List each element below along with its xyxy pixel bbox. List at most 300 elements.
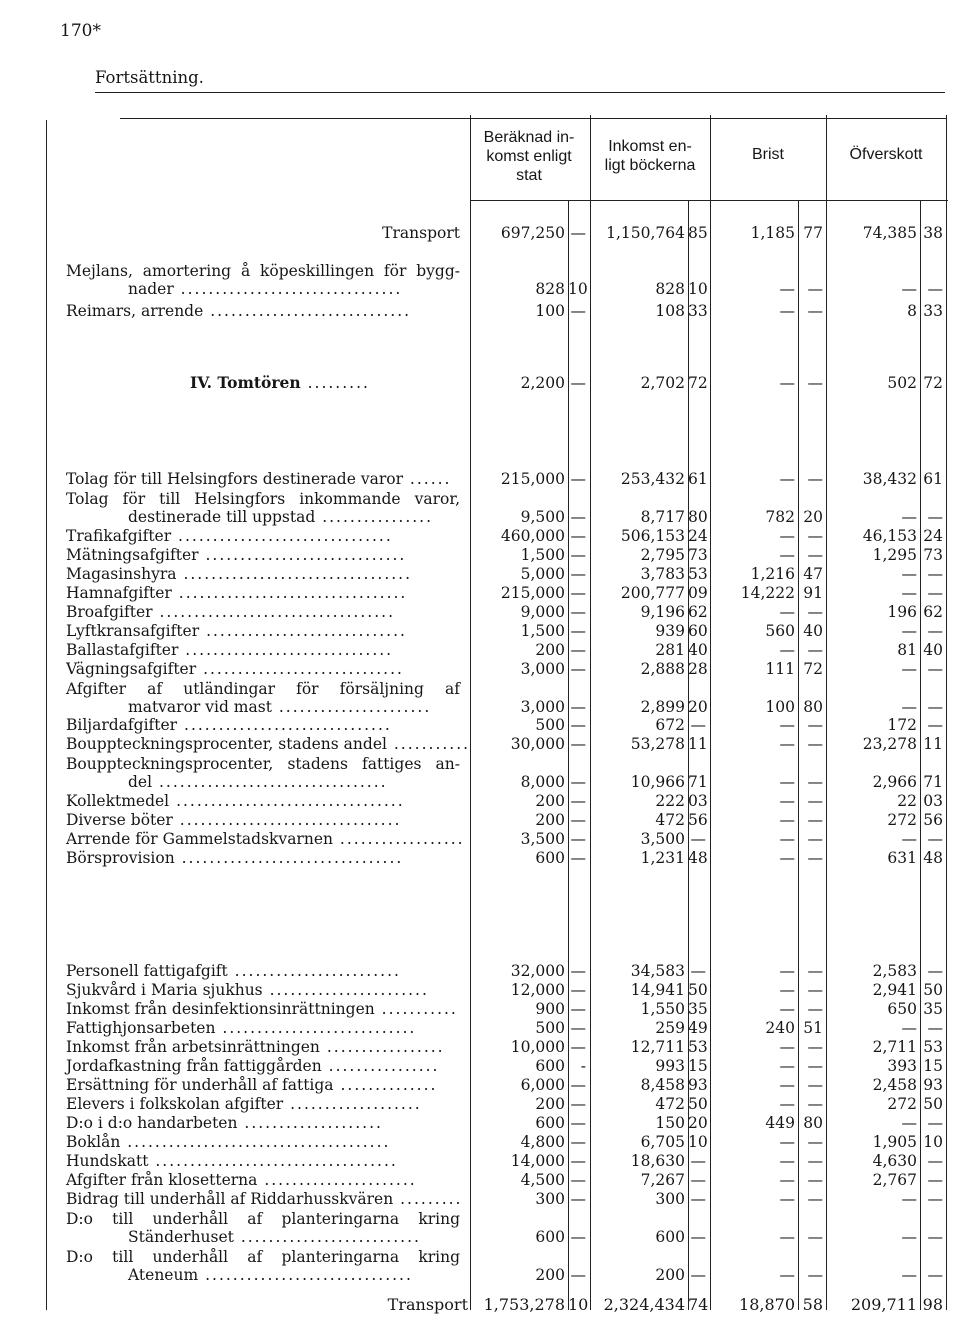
row-label-text: D:o i d:o handarbeten: [66, 1114, 238, 1132]
shortfall-ore: —: [807, 773, 823, 791]
row-label-text: Arrende för Gammelstadskvarnen: [66, 830, 333, 848]
surplus-ore: 03: [923, 792, 943, 810]
surplus-ore: —: [927, 508, 943, 526]
surplus-kronor: 38,432: [862, 470, 917, 488]
estimated-kronor: 200: [535, 641, 565, 659]
booked-kronor: 472: [655, 811, 685, 829]
booked-kronor: 2,795: [640, 546, 685, 564]
row-label-text: Tolag för till Helsingfors destinerade varor: [66, 470, 403, 488]
leader-dots: ......................: [271, 698, 432, 716]
surplus-kronor: —: [901, 660, 917, 678]
estimated-kronor: 697,250: [500, 224, 565, 242]
surplus-ore: 38: [923, 224, 943, 242]
row-label-text: del: [128, 773, 153, 791]
surplus-ore: 48: [923, 849, 943, 867]
estimated-kronor: 900: [535, 1000, 565, 1018]
booked-ore: 53: [688, 1038, 708, 1056]
booked-kronor: 1,150,764: [606, 224, 685, 242]
row-label-text: nader: [128, 280, 174, 298]
shortfall-kronor: —: [779, 527, 795, 545]
booked-ore: —: [690, 830, 706, 848]
surplus-kronor: —: [901, 508, 917, 526]
surplus-ore: —: [927, 1152, 943, 1170]
estimated-kronor: 200: [535, 1095, 565, 1113]
leader-dots: ......: [402, 470, 452, 488]
booked-ore: —: [690, 1171, 706, 1189]
surplus-kronor: 631: [887, 849, 917, 867]
booked-ore: 20: [688, 698, 708, 716]
row-label: [66, 716, 392, 734]
shortfall-ore: —: [807, 302, 823, 320]
booked-kronor: 10,966: [630, 773, 685, 791]
estimated-ore: —: [570, 224, 586, 242]
row-label-text: Bouppteckningsprocenter, stadens fattiges an-: [66, 755, 460, 773]
booked-kronor: 108: [655, 302, 685, 320]
booked-ore: 53: [688, 565, 708, 583]
estimated-ore: —: [570, 735, 586, 753]
surplus-ore: 62: [923, 603, 943, 621]
row-label-text: Diverse böter: [66, 811, 173, 829]
shortfall-ore: —: [807, 1171, 823, 1189]
estimated-kronor: 500: [535, 716, 565, 734]
shortfall-kronor: —: [779, 830, 795, 848]
row-label: [66, 302, 411, 320]
surplus-kronor: 196: [887, 603, 917, 621]
column-rule: [470, 115, 471, 1310]
row-label-text: Afgifter från klosetterna: [66, 1171, 258, 1189]
estimated-kronor: 600: [535, 849, 565, 867]
booked-kronor: 34,583: [630, 962, 685, 980]
header-shortfall: Brist: [752, 146, 784, 163]
estimated-kronor: 14,000: [510, 1152, 565, 1170]
shortfall-ore: —: [807, 1095, 823, 1113]
surplus-ore: 35: [923, 1000, 943, 1018]
estimated-ore: —: [570, 1152, 586, 1170]
booked-kronor: 8,458: [640, 1076, 685, 1094]
surplus-ore: —: [927, 584, 943, 602]
estimated-ore: —: [570, 641, 586, 659]
estimated-kronor: 2,200: [520, 374, 565, 392]
booked-ore: 40: [688, 641, 708, 659]
surplus-ore: 53: [923, 1038, 943, 1056]
booked-ore: 85: [688, 224, 708, 242]
shortfall-kronor: 1,216: [750, 565, 795, 583]
leader-dots: .................: [319, 1038, 445, 1056]
shortfall-kronor: 240: [765, 1019, 795, 1037]
estimated-ore: —: [570, 1190, 586, 1208]
leader-dots: .................................: [169, 792, 405, 810]
row-label: [66, 584, 407, 602]
booked-ore: 15: [688, 1057, 708, 1075]
surplus-ore: 50: [923, 981, 943, 999]
shortfall-ore: —: [807, 1266, 823, 1284]
estimated-ore: —: [570, 792, 586, 810]
booked-kronor: 2,702: [640, 374, 685, 392]
shortfall-kronor: —: [779, 374, 795, 392]
estimated-kronor: 200: [535, 792, 565, 810]
shortfall-ore: —: [807, 374, 823, 392]
booked-kronor: 506,153: [620, 527, 685, 545]
row-label: [66, 1133, 390, 1151]
row-label-text: Mejlans, amortering å köpeskillingen för bygg-: [66, 262, 460, 280]
row-label: [66, 622, 407, 640]
estimated-kronor: 3,000: [520, 660, 565, 678]
estimated-ore: —: [570, 565, 586, 583]
row-label: [66, 830, 465, 848]
footer-estimated-kronor: 1,753,278: [483, 1295, 565, 1314]
leader-dots: ...................................: [148, 1152, 398, 1170]
booked-ore: 73: [688, 546, 708, 564]
header-rule: [470, 200, 948, 201]
shortfall-kronor: 449: [765, 1114, 795, 1132]
column-rule: [826, 115, 827, 1310]
shortfall-kronor: —: [779, 470, 795, 488]
row-label-text: Inkomst från arbetsinrättningen: [66, 1038, 320, 1056]
estimated-ore: —: [570, 1228, 586, 1246]
row-label-text: Afgifter af utländingar för försäljning af: [66, 680, 460, 698]
booked-ore: 48: [688, 849, 708, 867]
shortfall-ore: —: [807, 1076, 823, 1094]
row-label: [66, 603, 395, 621]
leader-dots: ...........: [374, 1000, 458, 1018]
estimated-kronor: 10,000: [510, 1038, 565, 1056]
shortfall-ore: —: [807, 470, 823, 488]
estimated-ore: —: [570, 470, 586, 488]
surplus-kronor: —: [901, 622, 917, 640]
estimated-kronor: 6,000: [520, 1076, 565, 1094]
surplus-ore: —: [927, 1190, 943, 1208]
booked-ore: 71: [688, 773, 708, 791]
row-label: [66, 470, 451, 488]
booked-ore: —: [690, 1190, 706, 1208]
row-label: [66, 981, 429, 999]
estimated-ore: —: [570, 546, 586, 564]
estimated-ore: —: [570, 1076, 586, 1094]
estimated-kronor: 828: [535, 280, 565, 298]
estimated-kronor: 5,000: [520, 565, 565, 583]
booked-ore: 50: [688, 981, 708, 999]
leader-dots: ................................: [172, 811, 402, 829]
row-label: [66, 1076, 437, 1094]
booked-kronor: 14,941: [630, 981, 685, 999]
booked-ore: 28: [688, 660, 708, 678]
estimated-ore: -: [580, 1057, 586, 1075]
shortfall-ore: —: [807, 1190, 823, 1208]
estimated-kronor: 3,000: [520, 698, 565, 716]
estimated-ore: —: [570, 603, 586, 621]
leader-dots: ......................................: [120, 1133, 391, 1151]
column-rule: [710, 115, 711, 1310]
surplus-ore: —: [927, 716, 943, 734]
surplus-kronor: 8: [907, 302, 917, 320]
row-label-text: Inkomst från desinfektionsinrättningen: [66, 1000, 375, 1018]
booked-ore: 03: [688, 792, 708, 810]
row-label: [66, 1095, 422, 1113]
estimated-ore: —: [570, 716, 586, 734]
leader-dots: .................................: [152, 773, 388, 791]
shortfall-kronor: —: [779, 811, 795, 829]
surplus-ore: —: [927, 280, 943, 298]
surplus-kronor: —: [901, 1114, 917, 1132]
leader-dots: ................................: [174, 849, 404, 867]
booked-ore: —: [690, 1152, 706, 1170]
surplus-ore: 93: [923, 1076, 943, 1094]
shortfall-kronor: 111: [765, 660, 795, 678]
booked-kronor: 672: [655, 716, 685, 734]
shortfall-kronor: 560: [765, 622, 795, 640]
leader-dots: ..............: [333, 1076, 438, 1094]
estimated-ore: —: [570, 698, 586, 716]
booked-ore: 50: [688, 1095, 708, 1113]
surplus-kronor: 46,153: [862, 527, 917, 545]
surplus-ore: —: [927, 698, 943, 716]
booked-ore: —: [690, 1228, 706, 1246]
surplus-kronor: —: [901, 830, 917, 848]
estimated-kronor: 460,000: [500, 527, 565, 545]
booked-kronor: 53,278: [630, 735, 685, 753]
estimated-ore: —: [570, 508, 586, 526]
estimated-kronor: 9,500: [520, 508, 565, 526]
booked-ore: —: [690, 1266, 706, 1284]
row-label-text: Kollektmedel: [66, 792, 170, 810]
surplus-ore: 33: [923, 302, 943, 320]
shortfall-kronor: —: [779, 603, 795, 621]
estimated-ore: —: [570, 1114, 586, 1132]
shortfall-ore: —: [807, 849, 823, 867]
estimated-kronor: 600: [535, 1057, 565, 1075]
surplus-kronor: 502: [887, 374, 917, 392]
booked-kronor: 8,717: [640, 508, 685, 526]
shortfall-kronor: 14,222: [740, 584, 795, 602]
estimated-ore: —: [570, 1000, 586, 1018]
estimated-kronor: 3,500: [520, 830, 565, 848]
shortfall-kronor: —: [779, 716, 795, 734]
footer-booked-kronor: 2,324,434: [603, 1295, 685, 1314]
estimated-ore: —: [570, 1133, 586, 1151]
shortfall-ore: 20: [803, 508, 823, 526]
booked-ore: 93: [688, 1076, 708, 1094]
estimated-ore: —: [570, 811, 586, 829]
estimated-kronor: 215,000: [500, 584, 565, 602]
leader-dots: ................: [321, 1057, 440, 1075]
row-label: [66, 755, 460, 773]
shortfall-kronor: —: [779, 546, 795, 564]
top-rule: [95, 92, 945, 93]
booked-kronor: 222: [655, 792, 685, 810]
footer-shortfall-kronor: 18,870: [739, 1295, 795, 1314]
row-label-text: matvaror vid mast: [128, 698, 272, 716]
row-label: [66, 1171, 417, 1189]
estimated-ore: —: [570, 660, 586, 678]
estimated-kronor: 100: [535, 302, 565, 320]
shortfall-ore: —: [807, 527, 823, 545]
booked-ore: 80: [688, 508, 708, 526]
row-label: [66, 262, 460, 280]
shortfall-ore: —: [807, 792, 823, 810]
surplus-kronor: —: [901, 1266, 917, 1284]
booked-ore: 10: [688, 280, 708, 298]
surplus-ore: 56: [923, 811, 943, 829]
shortfall-kronor: —: [779, 1266, 795, 1284]
leader-dots: ..................................: [152, 603, 395, 621]
row-label-text: Ständerhuset: [128, 1228, 234, 1246]
booked-ore: 56: [688, 811, 708, 829]
surplus-kronor: 4,630: [872, 1152, 917, 1170]
leader-dots: ..............................: [177, 716, 392, 734]
booked-ore: 60: [688, 622, 708, 640]
row-label: [66, 1114, 383, 1132]
left-margin-rule: [46, 120, 47, 1310]
shortfall-kronor: 782: [765, 508, 795, 526]
row-label-text: D:o till underhåll af planteringarna kring: [66, 1210, 460, 1228]
leader-dots: ................................: [173, 280, 403, 298]
surplus-ore: —: [927, 1114, 943, 1132]
leader-dots: ..............................: [198, 1266, 413, 1284]
row-label: [66, 680, 460, 698]
row-label: [66, 1210, 460, 1228]
booked-ore: 09: [688, 584, 708, 602]
top-rule: [120, 118, 946, 119]
surplus-ore: 50: [923, 1095, 943, 1113]
transport-label: Transport: [382, 224, 460, 242]
row-label-text: Magasinshyra: [66, 565, 177, 583]
shortfall-ore: 40: [803, 622, 823, 640]
row-label-text: Lyftkransafgifter: [66, 622, 200, 640]
surplus-ore: —: [927, 1228, 943, 1246]
row-label: [66, 641, 393, 659]
row-label: [66, 962, 401, 980]
shortfall-kronor: —: [779, 1228, 795, 1246]
booked-kronor: 259: [655, 1019, 685, 1037]
booked-ore: 72: [688, 374, 708, 392]
row-label-text: Vägningsafgifter: [66, 660, 197, 678]
shortfall-kronor: —: [779, 1190, 795, 1208]
surplus-ore: 10: [923, 1133, 943, 1151]
surplus-ore: 73: [923, 546, 943, 564]
surplus-kronor: —: [901, 1190, 917, 1208]
surplus-ore: —: [927, 830, 943, 848]
shortfall-kronor: —: [779, 641, 795, 659]
leader-dots: .............................: [199, 622, 407, 640]
surplus-kronor: 172: [887, 716, 917, 734]
shortfall-ore: —: [807, 1152, 823, 1170]
shortfall-ore: 80: [803, 698, 823, 716]
row-label-text: Jordafkastning från fattiggården: [66, 1057, 322, 1075]
booked-ore: 35: [688, 1000, 708, 1018]
shortfall-kronor: —: [779, 1057, 795, 1075]
header-surplus: Öfverskott: [849, 146, 923, 163]
leader-dots: ...........: [386, 735, 471, 753]
surplus-ore: —: [927, 565, 943, 583]
booked-kronor: 828: [655, 280, 685, 298]
booked-kronor: 200,777: [620, 584, 685, 602]
row-label: [66, 1057, 439, 1075]
surplus-ore: 40: [923, 641, 943, 659]
shortfall-kronor: —: [779, 1171, 795, 1189]
row-label: [66, 490, 460, 508]
booked-kronor: 7,267: [640, 1171, 685, 1189]
surplus-kronor: 2,711: [872, 1038, 917, 1056]
row-label-text: Sjukvård i Maria sjukhus: [66, 981, 263, 999]
row-label: [66, 1019, 416, 1037]
shortfall-kronor: —: [779, 302, 795, 320]
leader-dots: ..............................: [178, 641, 394, 659]
shortfall-kronor: —: [779, 1000, 795, 1018]
shortfall-kronor: —: [779, 962, 795, 980]
estimated-kronor: 30,000: [510, 735, 565, 753]
estimated-ore: —: [570, 1019, 586, 1037]
estimated-kronor: 9,000: [520, 603, 565, 621]
estimated-ore: —: [570, 1095, 586, 1113]
footer-surplus-ore: 98: [922, 1295, 943, 1314]
shortfall-kronor: —: [779, 735, 795, 753]
surplus-ore: —: [927, 1171, 943, 1189]
row-label-text: Ersättning för underhåll af fattiga: [66, 1076, 334, 1094]
row-label-text: Börsprovision: [66, 849, 175, 867]
estimated-kronor: 500: [535, 1019, 565, 1037]
leader-dots: ...................: [283, 1095, 422, 1113]
shortfall-kronor: —: [779, 981, 795, 999]
estimated-ore: —: [570, 1171, 586, 1189]
shortfall-ore: 72: [803, 660, 823, 678]
shortfall-ore: —: [807, 716, 823, 734]
row-label-text: Fattighjonsarbeten: [66, 1019, 216, 1037]
surplus-ore: —: [927, 1266, 943, 1284]
shortfall-ore: —: [807, 546, 823, 564]
booked-kronor: 3,783: [640, 565, 685, 583]
surplus-kronor: —: [901, 584, 917, 602]
section-title: Tomtören: [217, 373, 301, 392]
surplus-kronor: 23,278: [862, 735, 917, 753]
booked-kronor: 1,550: [640, 1000, 685, 1018]
estimated-ore: —: [570, 962, 586, 980]
surplus-kronor: 2,583: [872, 962, 917, 980]
booked-kronor: 281: [655, 641, 685, 659]
leader-dots: ................: [315, 508, 434, 526]
surplus-kronor: —: [901, 280, 917, 298]
booked-kronor: 2,899: [640, 698, 685, 716]
shortfall-kronor: —: [779, 1076, 795, 1094]
continuation-label: Fortsättning.: [95, 68, 204, 87]
row-label-text: Ballastafgifter: [66, 641, 179, 659]
surplus-ore: —: [927, 1019, 943, 1037]
leader-dots: ....................: [237, 1114, 383, 1132]
estimated-ore: —: [570, 981, 586, 999]
section-row-label: [190, 374, 370, 392]
row-label-text: Boklån: [66, 1133, 121, 1151]
footer-transport-label: Transport: [387, 1295, 468, 1314]
footer-booked-ore: 74: [688, 1295, 709, 1314]
shortfall-ore: —: [807, 811, 823, 829]
section-number: IV.: [190, 373, 212, 392]
row-label-text: Mätningsafgifter: [66, 546, 199, 564]
shortfall-ore: 77: [803, 224, 823, 242]
estimated-kronor: 200: [535, 811, 565, 829]
row-label: [66, 546, 406, 564]
shortfall-ore: —: [807, 641, 823, 659]
row-label: [128, 1266, 413, 1284]
shortfall-ore: —: [807, 1133, 823, 1151]
leader-dots: .............................: [203, 302, 412, 320]
surplus-kronor: 1,295: [872, 546, 917, 564]
booked-ore: 61: [688, 470, 708, 488]
shortfall-kronor: —: [779, 849, 795, 867]
booked-ore: 49: [688, 1019, 708, 1037]
surplus-kronor: 22: [897, 792, 917, 810]
estimated-ore: —: [570, 773, 586, 791]
surplus-ore: —: [927, 622, 943, 640]
booked-kronor: 600: [655, 1228, 685, 1246]
